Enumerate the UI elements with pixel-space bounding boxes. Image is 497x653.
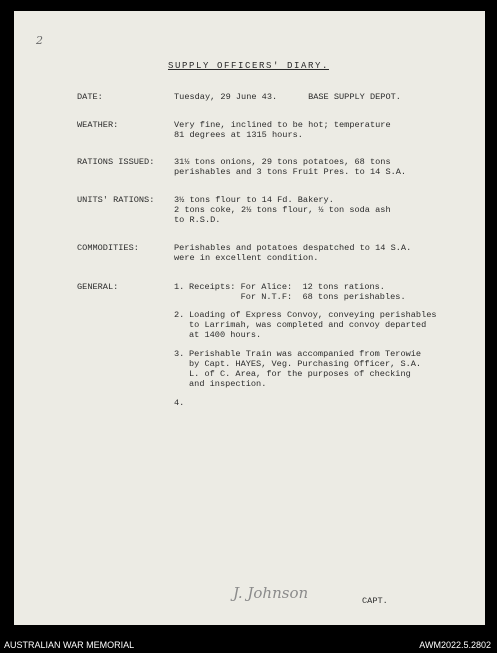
item-line: For N.T.F: 68 tons perishables. (189, 292, 406, 302)
item-text (189, 349, 421, 389)
item-line: and inspection. (189, 379, 267, 389)
item-text (189, 282, 406, 302)
entry-line: 2 tons coke, 2½ tons flour, ½ ton soda ash (174, 205, 391, 215)
footer-institution: AUSTRALIAN WAR MEMORIAL (4, 640, 135, 650)
diary-title: SUPPLY OFFICERS' DIARY. (167, 61, 330, 71)
item-number: 1. (174, 282, 185, 292)
entry-general (77, 282, 477, 412)
entry-line: 31½ tons onions, 29 tons potatoes, 68 tons (174, 157, 391, 167)
entry-line: Perishables and potatoes despatched to 14 S.A. (174, 243, 412, 253)
item-number: 3. (174, 349, 185, 359)
item-text (189, 310, 437, 340)
entry-line: Tuesday, 29 June 43. BASE SUPPLY DEPOT. (174, 92, 401, 102)
entry-label: COMMODITIES: (77, 243, 139, 253)
item-number: 2. (174, 310, 185, 320)
entry-label: GENERAL: (77, 282, 119, 292)
entry-value (174, 157, 484, 177)
footer-reference: AWM2022.5.2802 (419, 640, 491, 650)
entry-value (174, 195, 484, 225)
entry-line: to R.S.D. (174, 215, 221, 225)
item-line: Receipts: For Alice: 12 tons rations. (189, 282, 385, 292)
entry-label: RATIONS ISSUED: (77, 157, 155, 167)
entry-line: 3½ tons flour to 14 Fd. Bakery. (174, 195, 334, 205)
rank-label: CAPT. (362, 596, 388, 606)
entry-line: were in excellent condition. (174, 253, 319, 263)
entry-value (174, 120, 484, 140)
entry-label: WEATHER: (77, 120, 119, 130)
item-line: L. of C. Area, for the purposes of checking (189, 369, 411, 379)
item-line: to Larrimah, was completed and convoy departed (189, 320, 427, 330)
entry-label: DATE: (77, 92, 103, 102)
item-line: Loading of Express Convoy, conveying perishables (189, 310, 437, 320)
entry-line: Very fine, inclined to be hot; temperature (174, 120, 391, 130)
item-line: Perishable Train was accompanied from Terowie (189, 349, 422, 359)
item-line: by Capt. HAYES, Veg. Purchasing Officer, S.A. (189, 359, 422, 369)
entry-value (174, 92, 484, 102)
item-line: at 1400 hours. (189, 330, 262, 340)
entry-label: UNITS' RATIONS: (77, 195, 155, 205)
entry-value (174, 243, 484, 263)
item-number: 4. (174, 398, 185, 408)
corner-mark: 2 (36, 34, 43, 47)
signature: J. Johnson (233, 584, 309, 602)
entry-line: perishables and 3 tons Fruit Pres. to 14 S.A. (174, 167, 407, 177)
entry-line: 81 degrees at 1315 hours. (174, 130, 303, 140)
